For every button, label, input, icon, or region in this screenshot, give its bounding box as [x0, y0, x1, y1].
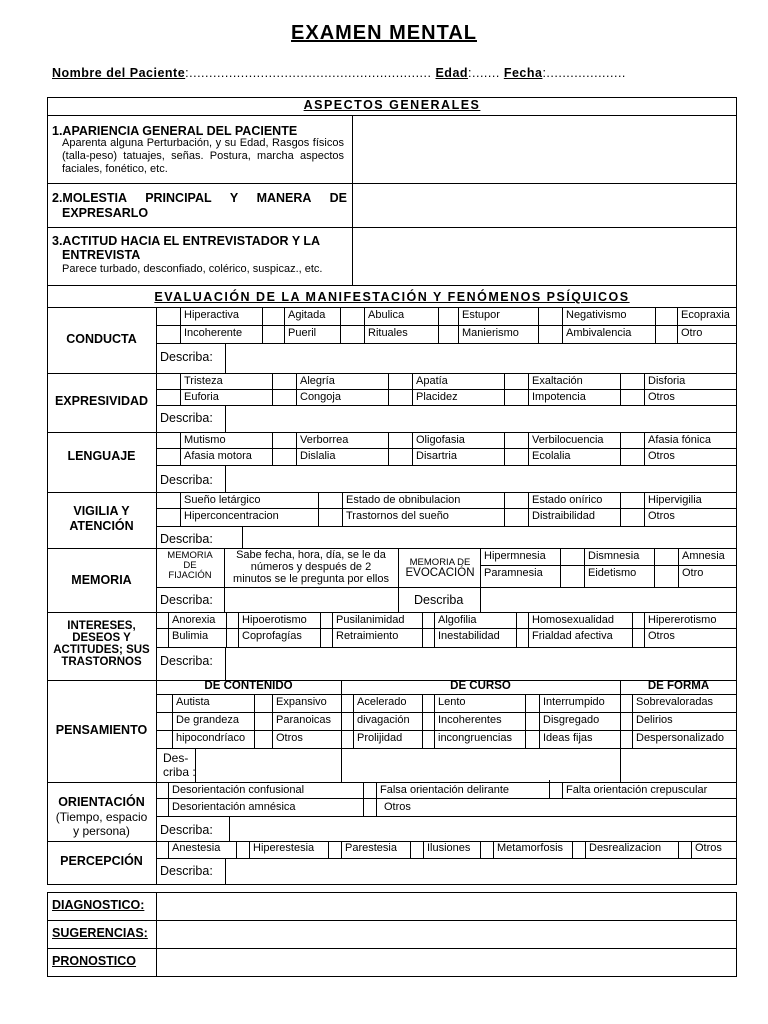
orientacion-r1-option-1: Falsa orientación delirante [380, 784, 510, 796]
memoria-evocacion-label-1: EVOCACIÓN [405, 567, 475, 579]
expresividad-r2-option-3: Impotencia [532, 391, 586, 403]
patient-name-label: Nombre del Paciente [52, 66, 186, 80]
pensamiento-r2-option-4: Ideas fijas [543, 732, 593, 744]
intereses-r1-checkbox-3[interactable] [423, 613, 433, 627]
vigilia-r2-option-2: Distraibilidad [532, 510, 595, 522]
lenguaje-describe-label: Describa: [160, 473, 213, 487]
q2-title-cont: EXPRESARLO [62, 206, 149, 220]
sugerencias-label: SUGERENCIAS: [52, 926, 148, 940]
vigilia-r1-checkbox-2[interactable] [505, 493, 527, 507]
age-label: Edad [435, 66, 469, 80]
expresividad-r1-option-2: Apatía [416, 375, 448, 387]
memoria-describe-label: Describa: [160, 593, 213, 607]
orientacion-r1-option-2: Falta orientación crepuscular [566, 784, 708, 796]
conducta-r1-option-3: Estupor [462, 309, 500, 321]
percepcion-checkbox-3[interactable] [411, 842, 422, 857]
q1-description: Aparenta alguna Perturbación, y su Edad, Rasgos físicos (talla-peso) tatuajes, señas. Postura, marcha aspectos faciales, fonético, etc. [62, 137, 344, 175]
memoria-fijacion-label-0: MEMORIA [167, 550, 213, 561]
expresividad-r2-checkbox-0[interactable] [157, 390, 179, 404]
memoria-fijacion-label-1: DE [183, 560, 197, 571]
vigilia-r1-checkbox-3[interactable] [621, 493, 643, 507]
vigilia-describe-label: Describa: [160, 532, 213, 546]
pensamiento-header-forma: DE FORMA [647, 680, 710, 692]
lenguaje-r1-option-2: Oligofasia [416, 434, 465, 446]
percepcion-option-3: Ilusiones [427, 842, 471, 854]
intereses-r2-option-3: Inestabilidad [438, 630, 500, 642]
intereses-r1-option-5: Hipererotismo [648, 614, 717, 626]
pensamiento-r2-option-2: Prolijidad [357, 732, 403, 744]
pensamiento-r1-checkbox-4[interactable] [526, 713, 538, 729]
pensamiento-r2-checkbox-3[interactable] [423, 731, 433, 747]
orientacion-r1-checkbox-2[interactable] [550, 783, 561, 797]
vigilia-r2-checkbox-3[interactable] [621, 509, 643, 525]
intereses-r1-option-2: Pusilanimidad [336, 614, 405, 626]
percepcion-checkbox-4[interactable] [481, 842, 492, 857]
memoria-r1-checkbox-1[interactable] [561, 549, 583, 564]
percepcion-checkbox-2[interactable] [329, 842, 340, 857]
lenguaje-r1-option-0: Mutismo [184, 434, 226, 446]
conducta-r1-option-2: Abulica [368, 309, 405, 321]
expresividad-r1-checkbox-2[interactable] [389, 374, 411, 388]
date-field[interactable]: :.................... [542, 66, 626, 80]
intereses-describe-label: Describa: [160, 654, 213, 668]
lenguaje-r1-checkbox-3[interactable] [505, 433, 527, 447]
conducta-describe-label: Describa: [160, 350, 213, 364]
conducta-r2-checkbox-3[interactable] [439, 326, 457, 342]
expresividad-r1-option-4: Disforia [648, 375, 686, 387]
conducta-r1-checkbox-0[interactable] [157, 308, 179, 324]
expresividad-describe-field[interactable] [226, 406, 736, 431]
memoria-r1-option-0: Hipermnesia [484, 550, 546, 562]
intereses-r2-checkbox-2[interactable] [321, 629, 331, 646]
expresividad-r2-option-4: Otros [648, 391, 675, 403]
lenguaje-r1-option-3: Verbilocuencia [532, 434, 604, 446]
orientacion-label-2: y persona) [73, 824, 130, 838]
pensamiento-r0-option-0: Autista [176, 696, 210, 708]
lenguaje-r1-option-4: Afasia fónica [648, 434, 711, 446]
pensamiento-r1-checkbox-1[interactable] [255, 713, 271, 729]
intereses-r2-checkbox-1[interactable] [227, 629, 237, 646]
pensamiento-r0-checkbox-2[interactable] [342, 695, 352, 711]
vigilia-label-1: VIGILIA Y [73, 504, 130, 518]
percepcion-describe-field[interactable] [226, 859, 736, 883]
pensamiento-r1-option-1: Paranoicas [276, 714, 332, 726]
memoria-r2-option-0: Paramnesia [484, 567, 543, 579]
intereses-r2-option-1: Coprofagías [242, 630, 302, 642]
patient-name-field[interactable]: :............................................................. [185, 66, 432, 80]
page-title: EXAMEN MENTAL [291, 22, 477, 44]
percepcion-checkbox-6[interactable] [679, 842, 690, 857]
pensamiento-r1-checkbox-2[interactable] [342, 713, 352, 729]
intereses-r1-checkbox-4[interactable] [517, 613, 527, 627]
lenguaje-r2-option-4: Otros [648, 450, 675, 462]
pensamiento-r1-option-4: Disgregado [543, 714, 600, 726]
pensamiento-contenido-describe-field[interactable] [196, 749, 340, 781]
conducta-r1-checkbox-4[interactable] [539, 308, 561, 324]
vigilia-describe-field[interactable] [243, 527, 736, 547]
pensamiento-r0-checkbox-0[interactable] [157, 695, 171, 711]
memoria-r1-checkbox-0[interactable] [481, 549, 559, 564]
percepcion-checkbox-0[interactable] [157, 842, 167, 857]
evaluation-section-title: EVALUACIÓN DE LA MANIFESTACIÓN Y FENÓMENOS PSÍQUICOS [154, 290, 630, 304]
memoria-r1-option-1: Dismnesia [588, 550, 640, 562]
pensamiento-r2-checkbox-2[interactable] [342, 731, 352, 747]
intereses-r1-checkbox-2[interactable] [321, 613, 331, 627]
intereses-r2-checkbox-0[interactable] [157, 629, 167, 646]
expresividad-r2-checkbox-2[interactable] [389, 390, 411, 404]
intereses-r1-option-0: Anorexia [172, 614, 216, 626]
pensamiento-r1-checkbox-5[interactable] [621, 713, 631, 729]
percepcion-option-2: Parestesia [345, 842, 397, 854]
conducta-r2-option-1: Pueril [288, 327, 317, 339]
conducta-r1-option-4: Negativismo [566, 309, 627, 321]
vigilia-r2-checkbox-1[interactable] [319, 509, 341, 525]
memoria-r2-option-2: Otro [682, 567, 704, 579]
intereses-r1-option-1: Hipoerotismo [242, 614, 307, 626]
memoria-fijacion-label-2: FIJACIÓN [168, 570, 212, 581]
pensamiento-curso-describe-field[interactable] [342, 749, 619, 781]
vigilia-r1-option-3: Hipervigilia [648, 494, 702, 506]
memoria-label: MEMORIA [71, 573, 132, 587]
intereses-describe-field[interactable] [226, 648, 736, 679]
pensamiento-r2-checkbox-4[interactable] [526, 731, 538, 747]
expresividad-r1-checkbox-0[interactable] [157, 374, 179, 388]
pensamiento-r1-checkbox-0[interactable] [157, 713, 171, 729]
intereses-r2-checkbox-5[interactable] [633, 629, 643, 646]
conducta-r2-option-2: Rituales [368, 327, 408, 339]
vigilia-r2-checkbox-0[interactable] [157, 509, 179, 525]
percepcion-option-5: Desrealizacion [589, 842, 662, 854]
expresividad-r1-option-0: Tristeza [184, 375, 223, 387]
orientacion-r2-checkbox-1[interactable] [364, 799, 375, 815]
orientacion-label-1: (Tiempo, espacio [55, 810, 148, 824]
lenguaje-r2-option-0: Afasia motora [184, 450, 252, 462]
conducta-r1-checkbox-2[interactable] [341, 308, 363, 324]
lenguaje-r1-checkbox-4[interactable] [621, 433, 643, 447]
memoria-r2-checkbox-2[interactable] [655, 566, 677, 586]
orientacion-r2-checkbox-0[interactable] [157, 799, 167, 815]
conducta-r2-option-5: Otro [681, 327, 703, 339]
expresividad-r1-option-3: Exaltación [532, 375, 583, 387]
pensamiento-r1-option-0: De grandeza [176, 714, 239, 726]
expresividad-describe-label: Describa: [160, 411, 213, 425]
conducta-r2-checkbox-0[interactable] [157, 326, 179, 342]
pensamiento-header-contenido: DE CONTENIDO [204, 680, 293, 692]
sugerencias-field[interactable] [157, 921, 736, 948]
pensamiento-describe-label-1: criba : [163, 765, 196, 779]
pensamiento-r1-checkbox-3[interactable] [423, 713, 433, 729]
percepcion-option-4: Metamorfosis [497, 842, 564, 854]
conducta-r2-checkbox-4[interactable] [539, 326, 561, 342]
vigilia-r2-checkbox-2[interactable] [505, 509, 527, 525]
pensamiento-forma-describe-field[interactable] [621, 749, 736, 781]
memoria-fijacion-desc-1: números y después de 2 [250, 561, 372, 573]
vigilia-label-2: ATENCIÓN [69, 519, 134, 533]
lenguaje-r2-checkbox-3[interactable] [505, 449, 527, 464]
intereses-r2-checkbox-4[interactable] [517, 629, 527, 646]
vigilia-r2-option-0: Hiperconcentracion [184, 510, 279, 522]
conducta-label: CONDUCTA [66, 332, 137, 346]
pensamiento-r2-checkbox-5[interactable] [621, 731, 631, 747]
orientacion-label-0: ORIENTACIÓN [58, 795, 145, 809]
vigilia-r1-checkbox-1[interactable] [319, 493, 341, 507]
orientacion-r1-checkbox-1[interactable] [364, 783, 375, 797]
lenguaje-r2-option-1: Dislalia [300, 450, 336, 462]
intereses-label-3: TRASTORNOS [61, 656, 142, 668]
general-section-title: ASPECTOS GENERALES [303, 98, 481, 112]
q3-answer[interactable] [353, 228, 736, 284]
q3-description: Parece turbado, desconfiado, colérico, suspicaz., etc. [62, 263, 323, 275]
conducta-r1-checkbox-3[interactable] [439, 308, 457, 324]
pronostico-field[interactable] [157, 949, 736, 976]
expresividad-r1-option-1: Alegría [300, 375, 335, 387]
lenguaje-r2-option-3: Ecolalia [532, 450, 571, 462]
vigilia-r2-option-1: Trastornos del sueño [346, 510, 449, 522]
expresividad-r2-option-1: Congoja [300, 391, 341, 403]
pensamiento-r2-checkbox-1[interactable] [255, 731, 271, 747]
orientacion-describe-field[interactable] [230, 817, 736, 840]
q2-title: 2.MOLESTIA PRINCIPAL Y MANERA DE [52, 191, 347, 205]
orientacion-r1-checkbox-0[interactable] [157, 783, 167, 797]
memoria-fijacion-desc-0: Sabe fecha, hora, día, se le da [236, 549, 386, 561]
percepcion-checkbox-1[interactable] [237, 842, 248, 857]
intereses-r1-checkbox-0[interactable] [157, 613, 167, 627]
conducta-r1-option-0: Hiperactiva [184, 309, 240, 321]
pensamiento-r2-checkbox-0[interactable] [157, 731, 171, 747]
percepcion-checkbox-5[interactable] [573, 842, 584, 857]
q2-answer[interactable] [353, 184, 736, 226]
pensamiento-r2-option-1: Otros [276, 732, 303, 744]
expresividad-r2-checkbox-1[interactable] [273, 390, 295, 404]
percepcion-describe-label: Describa: [160, 864, 213, 878]
vigilia-r1-option-2: Estado onírico [532, 494, 603, 506]
lenguaje-r2-checkbox-2[interactable] [389, 449, 411, 464]
pensamiento-r2-option-3: incongruencias [438, 732, 512, 744]
conducta-r1-checkbox-5[interactable] [656, 308, 676, 324]
orientacion-r2-option-0: Desorientación amnésica [172, 801, 296, 813]
pensamiento-label: PENSAMIENTO [55, 723, 148, 737]
pensamiento-r2-option-5: Despersonalizado [636, 732, 725, 744]
pensamiento-r1-option-2: divagación [357, 714, 410, 726]
memoria-fijacion-desc-2: minutos se le pregunta por ellos [233, 573, 389, 585]
pensamiento-r0-checkbox-1[interactable] [255, 695, 271, 711]
orientacion-r1-option-0: Desorientación confusional [172, 784, 305, 796]
expresividad-r1-checkbox-1[interactable] [273, 374, 295, 388]
expresividad-r2-checkbox-4[interactable] [621, 390, 643, 404]
pensamiento-header-curso: DE CURSO [450, 680, 511, 692]
orientacion-r2-option-1: Otros [384, 801, 411, 813]
pensamiento-r0-option-5: Sobrevaloradas [636, 696, 714, 708]
q1-title: 1.APARIENCIA GENERAL DEL PACIENTE [52, 124, 298, 138]
intereses-r1-checkbox-1[interactable] [227, 613, 237, 627]
pensamiento-r2-option-0: hipocondríaco [176, 732, 246, 744]
percepcion-label: PERCEPCIÓN [60, 854, 143, 868]
conducta-r2-checkbox-1[interactable] [263, 326, 283, 342]
date-label: Fecha [503, 66, 543, 80]
pronostico-label: PRONOSTICO [52, 954, 137, 968]
memoria-r1-checkbox-2[interactable] [655, 549, 677, 564]
intereses-label-1: DESEOS Y [72, 632, 131, 644]
memoria-evocacion-label-0: MEMORIA DE [409, 557, 471, 568]
pensamiento-r0-option-2: Acelerado [357, 696, 407, 708]
q3-title: 3.ACTITUD HACIA EL ENTREVISTADOR Y LA [52, 234, 321, 248]
intereses-r2-checkbox-3[interactable] [423, 629, 433, 646]
pensamiento-describe-label-0: Des- [163, 751, 189, 765]
q1-answer[interactable] [353, 116, 736, 183]
vigilia-r1-option-0: Sueño letárgico [184, 494, 261, 506]
percepcion-option-1: Hiperestesia [253, 842, 315, 854]
intereses-r1-option-3: Algofilia [438, 614, 477, 626]
conducta-r1-checkbox-1[interactable] [263, 308, 283, 324]
vigilia-r1-option-1: Estado de obnibulacion [346, 494, 461, 506]
intereses-r2-option-4: Frialdad afectiva [532, 630, 613, 642]
vigilia-r2-option-3: Otros [648, 510, 675, 522]
conducta-r2-option-4: Ambivalencia [566, 327, 632, 339]
intereses-r2-option-0: Bulimia [172, 630, 209, 642]
vigilia-r1-checkbox-0[interactable] [157, 493, 179, 507]
lenguaje-describe-field[interactable] [226, 466, 736, 491]
pensamiento-r1-option-5: Delirios [636, 714, 673, 726]
conducta-r2-checkbox-5[interactable] [656, 326, 676, 342]
patient-header [52, 66, 742, 80]
memoria-r2-checkbox-1[interactable] [561, 566, 583, 586]
pensamiento-r0-checkbox-5[interactable] [621, 695, 631, 711]
conducta-describe-field[interactable] [226, 344, 736, 372]
intereses-r1-checkbox-5[interactable] [633, 613, 643, 627]
lenguaje-r1-checkbox-2[interactable] [389, 433, 411, 447]
intereses-label-2: ACTITUDES; SUS [53, 644, 150, 656]
memoria-r1-option-2: Amnesia [682, 550, 725, 562]
pensamiento-r0-checkbox-3[interactable] [423, 695, 433, 711]
pensamiento-r0-option-4: Interrumpido [543, 696, 605, 708]
memoria-r2-option-1: Eidetismo [588, 567, 637, 579]
conducta-r2-option-3: Manierismo [462, 327, 519, 339]
memoria-fijacion-describe-field[interactable] [225, 588, 397, 611]
age-field[interactable]: :....... [468, 66, 500, 80]
lenguaje-r1-option-1: Verborrea [300, 434, 349, 446]
conducta-r1-option-1: Agitada [288, 309, 326, 321]
lenguaje-label: LENGUAJE [67, 449, 136, 463]
expresividad-r1-checkbox-4[interactable] [621, 374, 643, 388]
intereses-label-0: INTERESES, [67, 620, 136, 632]
pensamiento-r0-option-1: Expansivo [276, 696, 327, 708]
lenguaje-r1-checkbox-1[interactable] [273, 433, 295, 447]
conducta-r1-option-5: Ecopraxia [681, 309, 730, 321]
expresividad-r1-checkbox-3[interactable] [505, 374, 527, 388]
pensamiento-r0-option-3: Lento [438, 696, 466, 708]
diagnostico-field[interactable] [157, 893, 736, 920]
memoria-evocacion-describe-label: Describa [414, 593, 464, 607]
intereses-r2-option-2: Retraimiento [336, 630, 399, 642]
expresividad-r2-option-0: Euforia [184, 391, 219, 403]
diagnostico-label: DIAGNOSTICO: [52, 898, 145, 912]
lenguaje-r1-checkbox-0[interactable] [157, 433, 179, 447]
pensamiento-r0-checkbox-4[interactable] [526, 695, 538, 711]
expresividad-r2-option-2: Placidez [416, 391, 458, 403]
conducta-r2-option-0: Incoherente [184, 327, 243, 339]
lenguaje-r2-checkbox-4[interactable] [621, 449, 643, 464]
lenguaje-r2-checkbox-1[interactable] [273, 449, 295, 464]
lenguaje-r2-checkbox-0[interactable] [157, 449, 179, 464]
expresividad-r2-checkbox-3[interactable] [505, 390, 527, 404]
conducta-r2-checkbox-2[interactable] [341, 326, 363, 342]
lenguaje-r2-option-2: Disartria [416, 450, 457, 462]
pensamiento-r1-option-3: Incoherentes [438, 714, 502, 726]
percepcion-option-0: Anestesia [172, 842, 221, 854]
percepcion-option-6: Otros [695, 842, 722, 854]
orientacion-describe-label: Describa: [160, 823, 213, 837]
intereses-r2-option-5: Otros [648, 630, 675, 642]
memoria-evocacion-describe-field[interactable] [481, 588, 736, 611]
intereses-r1-option-4: Homosexualidad [532, 614, 614, 626]
expresividad-label: EXPRESIVIDAD [54, 394, 149, 408]
